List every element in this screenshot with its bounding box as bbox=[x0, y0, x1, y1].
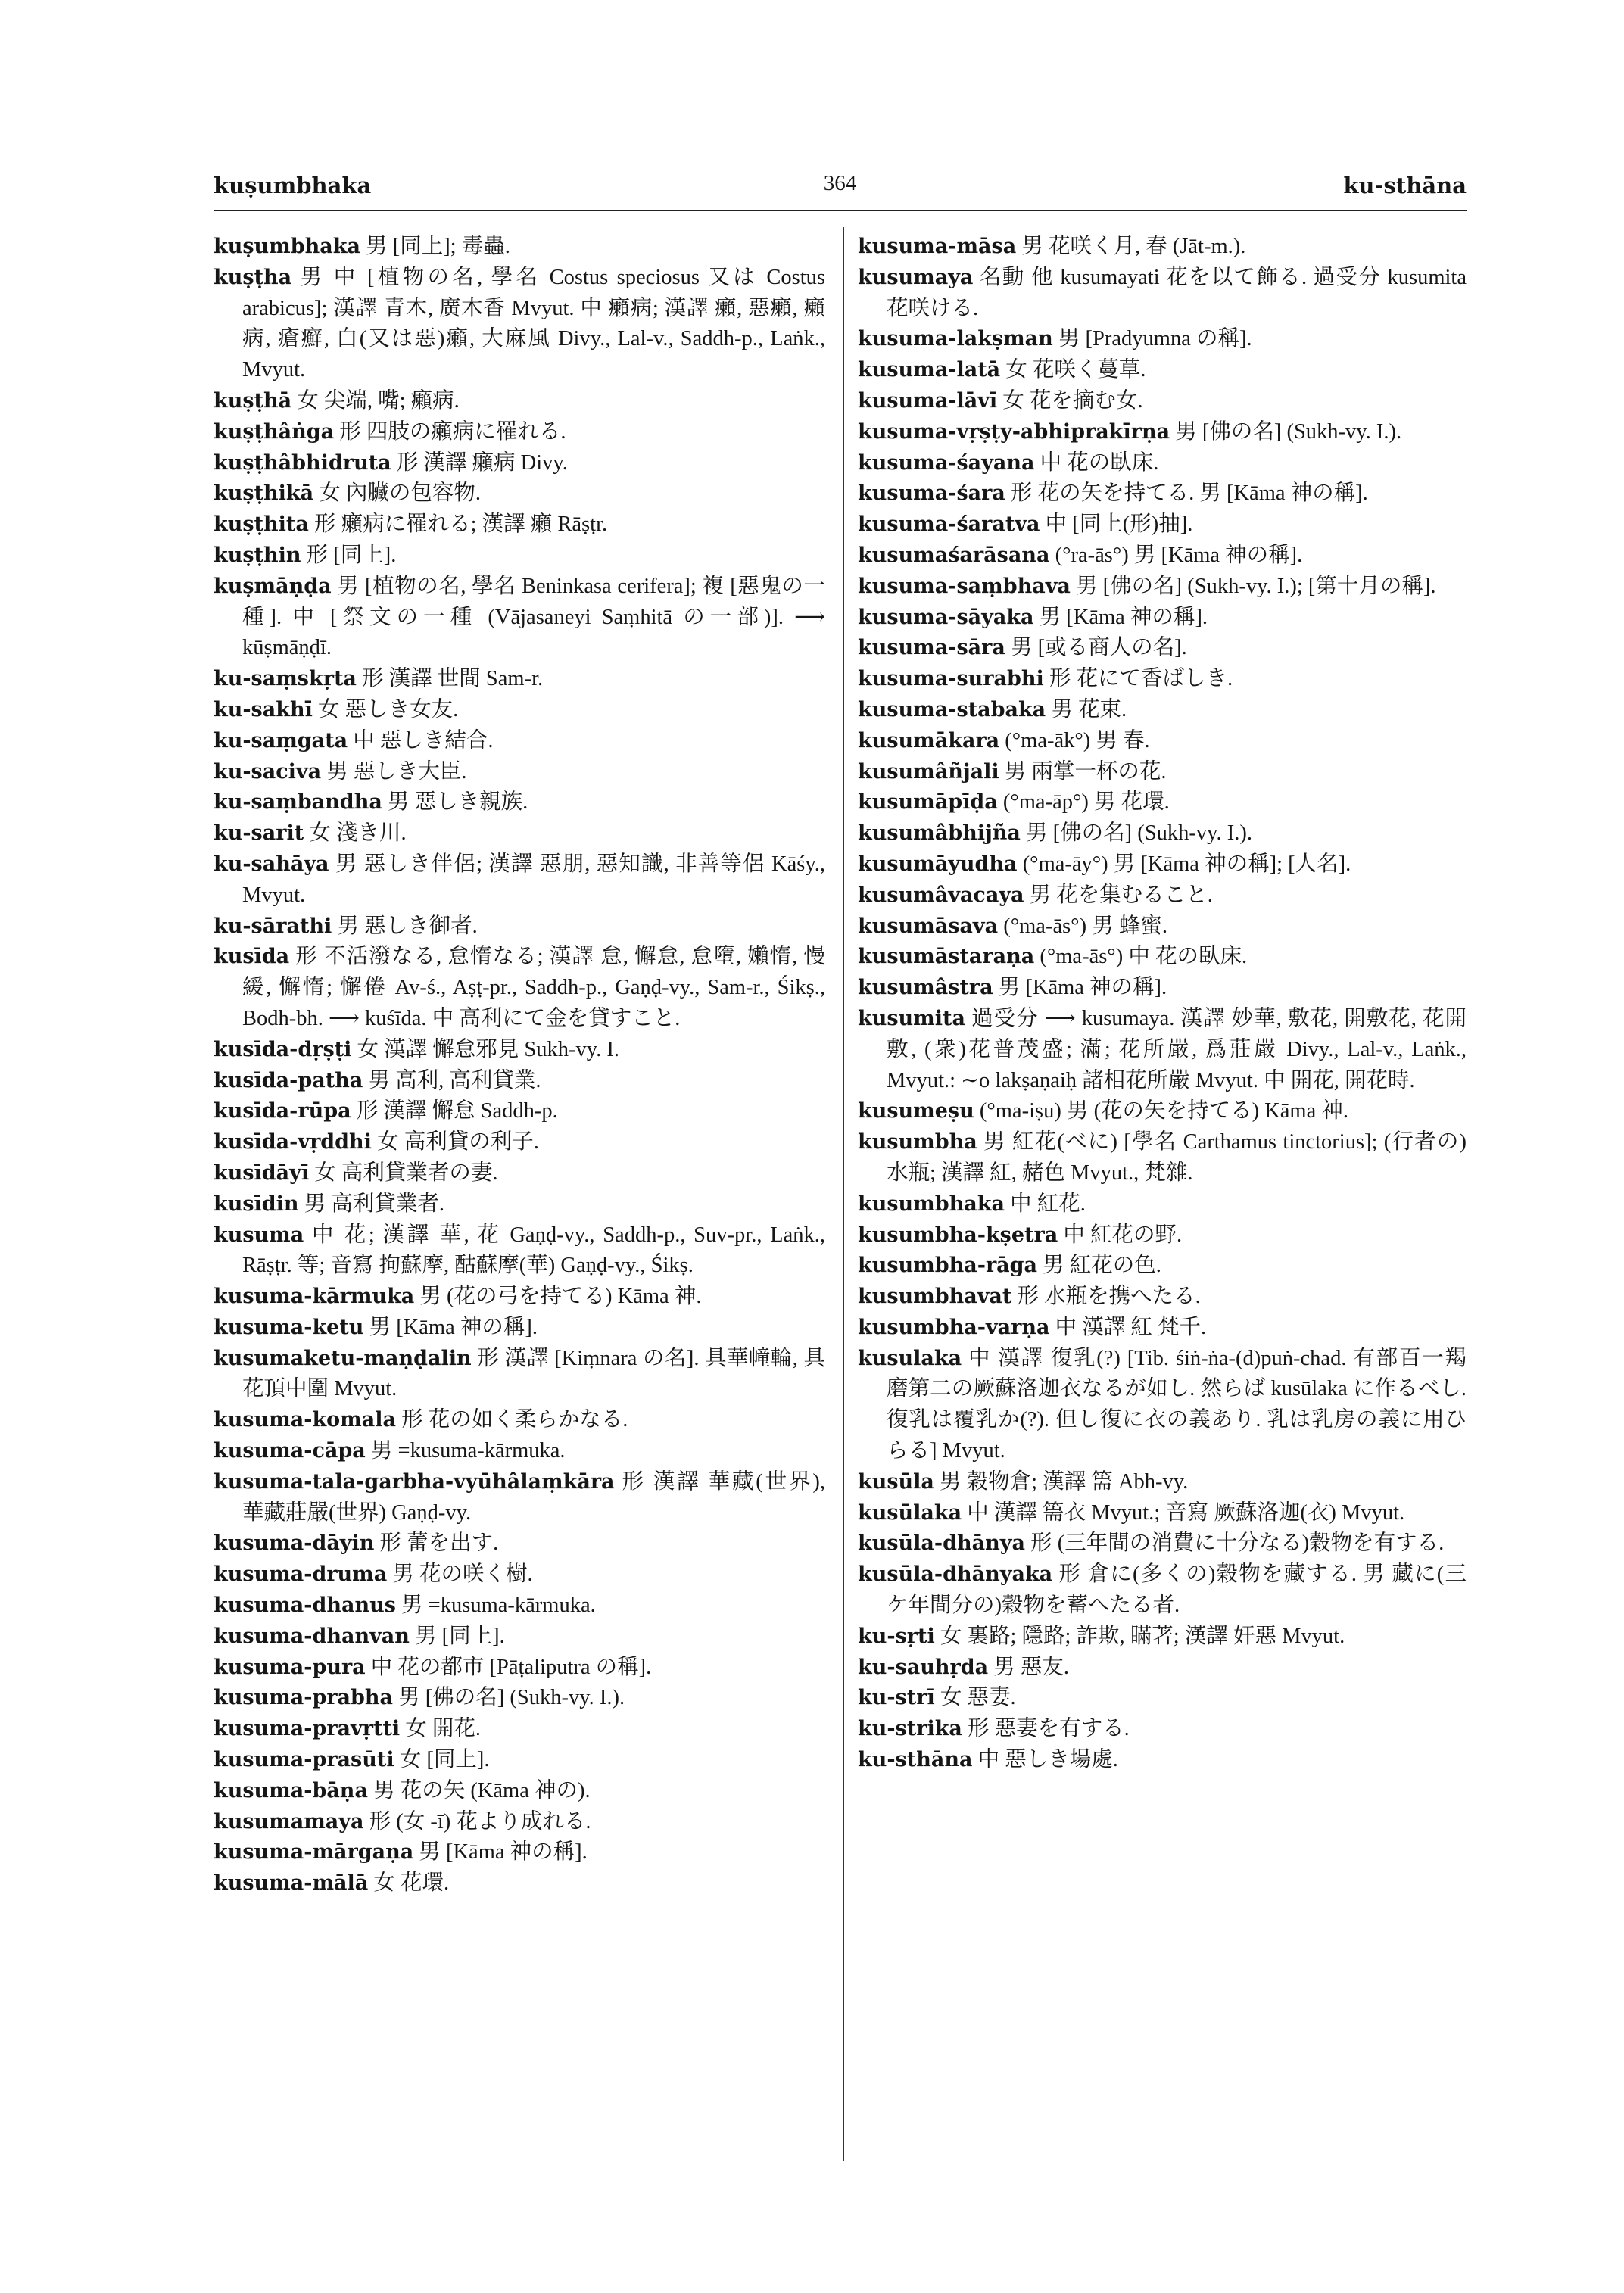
entry-definition: 男 [Kāma 神の稱]. bbox=[1033, 605, 1208, 629]
dictionary-entry bbox=[214, 1745, 825, 1776]
entry-definition: 女 開花. bbox=[400, 1717, 482, 1741]
entry-definition: 形 癩病に罹れる; 漢譯 癩 Rāṣṭr. bbox=[308, 512, 608, 537]
entry-definition: 女 裏路; 隱路; 詐欺, 瞞著; 漢譯 奸惡 Mvyut. bbox=[934, 1624, 1345, 1648]
entry-headword: kusumita bbox=[858, 1006, 965, 1030]
entry-definition: 形 水瓶を携へたる. bbox=[1011, 1285, 1201, 1309]
entry-definition: 男 (花の弓を持てる) Kāma 神. bbox=[414, 1285, 702, 1309]
dictionary-entry bbox=[214, 787, 825, 818]
dictionary-entry bbox=[214, 1189, 825, 1220]
entry-definition: 形 花にて香ばしき. bbox=[1043, 667, 1233, 691]
dictionary-entry bbox=[214, 509, 825, 541]
entry-headword: kuṣumbhaka bbox=[214, 235, 360, 258]
entry-headword: kusuma-dhanus bbox=[214, 1594, 396, 1618]
entry-headword: ku-saṃbandha bbox=[214, 790, 382, 815]
entry-definition: 形 倉に(多くの)穀物を藏する. 男 藏に(三ケ年間分の)穀物を蓄へたる者. bbox=[887, 1562, 1467, 1618]
entry-headword: kusumâstra bbox=[858, 976, 993, 1000]
dictionary-entry bbox=[858, 1127, 1467, 1189]
dictionary-entry bbox=[214, 1127, 825, 1158]
dictionary-entry bbox=[858, 1745, 1467, 1776]
entry-definition: 女 惡妻. bbox=[934, 1686, 1016, 1710]
entry-definition: 女 漢譯 懈怠邪見 Sukh-vy. I. bbox=[351, 1037, 620, 1061]
entry-headword: kusumâbhijña bbox=[858, 821, 1021, 846]
entry-definition: 男 紅花の色. bbox=[1037, 1254, 1161, 1278]
entry-headword: kusumbha-rāga bbox=[858, 1254, 1038, 1278]
entry-definition: 中 紅花の野. bbox=[1058, 1223, 1183, 1247]
entry-headword: kusumāpīḍa bbox=[858, 790, 998, 815]
entry-definition: 男 惡しき御者. bbox=[332, 914, 478, 938]
entry-headword: kuṣṭhin bbox=[214, 543, 301, 567]
entry-headword: kusuma-cāpa bbox=[214, 1439, 366, 1463]
entry-headword: kusuma-lakṣman bbox=[858, 327, 1053, 351]
entry-headword: kusīda bbox=[214, 945, 290, 969]
dictionary-entry bbox=[858, 664, 1467, 695]
entry-definition: 形 (女 -ī) 花より成れる. bbox=[363, 1809, 591, 1833]
entry-definition: 女 內臟の包容物. bbox=[313, 481, 481, 506]
dictionary-entry bbox=[214, 478, 825, 509]
entry-headword: kusīda-vṛddhi bbox=[214, 1130, 372, 1154]
entry-headword: kusuma-sāyaka bbox=[858, 605, 1034, 629]
entry-headword: kuṣṭha bbox=[214, 265, 292, 289]
dictionary-entry bbox=[858, 509, 1467, 541]
dictionary-entry bbox=[214, 1436, 825, 1467]
entry-definition: 過受分 ⟶ kusumaya. 漢譯 妙華, 敷花, 開敷花, 花開敷, (衆)花普茂盛; 滿; 花所嚴, 爲莊嚴 Divy., Lal-v., Laṅk., Mvyut.: ∼o lakṣaṇaiḥ 諸相花所嚴 Mvyut. 中 開花, 開花時. bbox=[887, 1006, 1467, 1092]
entry-headword: ku-sthāna bbox=[858, 1748, 973, 1772]
entry-definition: 形 蕾を出す. bbox=[374, 1531, 499, 1556]
dictionary-entry bbox=[858, 1313, 1467, 1344]
entry-definition: 形 不活潑なる, 怠惰なる; 漢譯 怠, 懈怠, 怠墮, 嬾惰, 慢緩, 懈惰; 懈倦 Av-ś., Aṣṭ-pr., Saddh-p., Gaṇḍ-vy., Sam-r., Śikṣ., Bodh-bh. ⟶ kuśīda. 中 高利にて金を貸すこと. bbox=[242, 945, 825, 1030]
entry-headword: kusuma-mālā bbox=[214, 1871, 369, 1896]
entry-definition: 形 惡妻を有する. bbox=[962, 1717, 1130, 1741]
entry-headword: ku-saciva bbox=[214, 759, 322, 784]
dictionary-entry bbox=[214, 232, 825, 263]
entry-headword: kusuma-sāra bbox=[858, 636, 1005, 660]
entry-definition: 中 漢譯 紅 梵千. bbox=[1049, 1315, 1207, 1339]
entry-definition: 男 [佛の名] (Sukh-vy. I.). bbox=[393, 1686, 625, 1710]
dictionary-entry bbox=[858, 695, 1467, 726]
entry-headword: kusumaketu-maṇḍalin bbox=[214, 1346, 472, 1370]
entry-definition: 男 惡友. bbox=[988, 1655, 1069, 1679]
dictionary-entry bbox=[214, 1776, 825, 1807]
entry-definition: 女 花を摘む女. bbox=[997, 388, 1143, 413]
entry-definition: 男 [Kāma 神の稱]. bbox=[363, 1315, 538, 1339]
dictionary-entry bbox=[214, 448, 825, 479]
entry-definition: 中 漢譯 復乳(?) [Tib. śiṅ-ṅa-(d)puṅ-chad. 有部百一羯磨第二の厥蘇洛迦衣なるが如し. 然らば kusūlaka に作るべし. 復乳は覆乳か(?). 但し復に衣の義あり. 乳は乳房の義に用ひらる] Mvyut. bbox=[887, 1346, 1467, 1463]
header-rule bbox=[214, 210, 1467, 211]
entry-headword: kusuma bbox=[214, 1223, 304, 1247]
entry-definition: 中 花の臥床. bbox=[1034, 450, 1159, 475]
entry-headword: kusuma-druma bbox=[214, 1562, 388, 1587]
entry-headword: kusumaya bbox=[858, 265, 974, 289]
entry-definition: 女 花環. bbox=[368, 1871, 450, 1896]
entry-definition: 男 高利, 高利貸業. bbox=[363, 1068, 541, 1092]
dictionary-entry bbox=[214, 1622, 825, 1653]
entry-headword: kusīda-rūpa bbox=[214, 1099, 351, 1123]
entry-headword: kusuma-kārmuka bbox=[214, 1285, 415, 1309]
entry-definition: 男 惡しき伴侶; 漢譯 惡朋, 惡知識, 非善等侶 Kāśy., Mvyut. bbox=[242, 852, 825, 907]
dictionary-entry bbox=[858, 1251, 1467, 1282]
entry-headword: kusumâvacaya bbox=[858, 883, 1024, 907]
dictionary-entry bbox=[214, 695, 825, 726]
entry-headword: kusuma-surabhi bbox=[858, 667, 1044, 691]
entry-definition: 名動 他 kusumayati 花を以て飾る. 過受分 kusumita 花咲ける. bbox=[887, 265, 1467, 320]
entry-headword: kusuma-stabaka bbox=[858, 697, 1046, 721]
dictionary-entry bbox=[214, 1344, 825, 1406]
dictionary-entry bbox=[858, 880, 1467, 911]
entry-definition: 男 [Kāma 神の稱]. bbox=[993, 976, 1167, 1000]
dictionary-entry bbox=[214, 1220, 825, 1282]
dictionary-entry bbox=[858, 1559, 1467, 1622]
entry-definition: 男 [同上]. bbox=[409, 1624, 505, 1648]
entry-headword: kusumaśarāsana bbox=[858, 543, 1050, 567]
entry-headword: ku-strī bbox=[858, 1686, 935, 1710]
entry-headword: kusuma-komala bbox=[214, 1408, 396, 1432]
entry-headword: kusumbha-varṇa bbox=[858, 1315, 1050, 1339]
entry-headword: kusuma-dhanvan bbox=[214, 1624, 410, 1648]
dictionary-entry bbox=[858, 1220, 1467, 1251]
entry-headword: kuṣmāṇḍa bbox=[214, 574, 332, 598]
entry-definition: 形 漢譯 世間 Sam-r. bbox=[356, 667, 544, 691]
entry-headword: kusīda-patha bbox=[214, 1068, 363, 1092]
dictionary-entry bbox=[858, 911, 1467, 942]
entry-headword: kusumbha-kṣetra bbox=[858, 1223, 1058, 1247]
dictionary-entry bbox=[858, 448, 1467, 479]
dictionary-entry bbox=[858, 417, 1467, 448]
page-header bbox=[214, 165, 1467, 204]
entry-headword: kusūlaka bbox=[858, 1500, 962, 1525]
entry-definition: 男 [同上]; 毒蟲. bbox=[360, 235, 510, 258]
entry-headword: kusumākara bbox=[858, 728, 1000, 752]
dictionary-entry bbox=[858, 1683, 1467, 1714]
entry-definition: 中 漢譯 篅衣 Mvyut.; 音寫 厥蘇洛迦(衣) Mvyut. bbox=[962, 1500, 1405, 1525]
dictionary-entry bbox=[214, 1467, 825, 1529]
entry-definition: 女 [同上]. bbox=[394, 1748, 490, 1772]
dictionary-entry bbox=[214, 757, 825, 788]
entry-headword: kuṣṭhikā bbox=[214, 481, 314, 506]
dictionary-entry bbox=[214, 1653, 825, 1684]
dictionary-entry bbox=[858, 263, 1467, 325]
entry-definition: 男 花の矢 (Kāma 神の). bbox=[367, 1778, 591, 1802]
entry-definition: 男 惡しき大臣. bbox=[321, 759, 467, 784]
entry-headword: kusuma-pravṛtti bbox=[214, 1717, 401, 1741]
dictionary-entry bbox=[214, 386, 825, 417]
right-column bbox=[858, 232, 1467, 1776]
dictionary-entry bbox=[858, 1344, 1467, 1467]
entry-headword: kusumāyudha bbox=[858, 852, 1018, 876]
entry-headword: kusuma-prasūti bbox=[214, 1748, 394, 1772]
running-head-right: ku-sthāna bbox=[1343, 173, 1467, 198]
entry-definition: 形 四肢の癩病に罹れる. bbox=[334, 419, 566, 444]
entry-headword: kusuma-lāvī bbox=[858, 388, 998, 413]
entry-headword: kusīdāyī bbox=[214, 1161, 310, 1185]
dictionary-entry bbox=[858, 1498, 1467, 1529]
entry-definition: 中 花; 漢譯 華, 花 Gaṇḍ-vy., Saddh-p., Suv-pr., Laṅk., Rāṣṭr. 等; 音寫 拘蘇摩, 酤蘇摩(華) Gaṇḍ-vy., Śikṣ. bbox=[242, 1223, 825, 1278]
entry-headword: kusuma-latā bbox=[858, 358, 1001, 382]
dictionary-entry bbox=[858, 478, 1467, 509]
dictionary-entry bbox=[858, 849, 1467, 880]
dictionary-entry bbox=[214, 818, 825, 849]
entry-headword: ku-sṛti bbox=[858, 1624, 935, 1648]
page-number: 364 bbox=[823, 171, 857, 195]
entry-definition: (°ma-ās°) 中 花の臥床. bbox=[1034, 945, 1248, 969]
dictionary-entry bbox=[858, 603, 1467, 634]
entry-headword: kuṣṭhita bbox=[214, 512, 309, 537]
entry-definition: (°ma-ās°) 男 蜂蜜. bbox=[998, 914, 1167, 938]
dictionary-entry bbox=[214, 1807, 825, 1838]
entry-definition: 男 中 [植物の名, 學名 Costus speciosus 又は Costus arabicus]; 漢譯 青木, 廣木香 Mvyut. 中 癩病; 漢譯 癩, 惡癩, 癩病, 瘡癬, 白(又は惡)癩, 大麻風 Divy., Lal-v., Saddh-p., Laṅk., Mvyut. bbox=[242, 265, 825, 382]
left-column bbox=[214, 232, 825, 1899]
dictionary-entry bbox=[214, 1405, 825, 1436]
dictionary-entry bbox=[858, 1622, 1467, 1653]
column-divider bbox=[843, 227, 844, 2161]
entry-headword: kusuma-śara bbox=[858, 481, 1005, 506]
entry-definition: 男 紅花(べに) [學名 Carthamus tinctorius]; (行者の)水瓶; 漢譯 紅, 赭色 Mvyut., 梵雜. bbox=[887, 1130, 1467, 1185]
entry-headword: kusuma-tala-garbha-vyūhâlaṃkāra bbox=[214, 1469, 615, 1494]
entry-definition: 男 花束. bbox=[1046, 697, 1127, 721]
entry-definition: 中 花の都市 [Pāṭaliputra の稱]. bbox=[365, 1655, 652, 1679]
dictionary-entry bbox=[214, 726, 825, 757]
dictionary-entry bbox=[858, 355, 1467, 386]
dictionary-entry bbox=[214, 417, 825, 448]
dictionary-entry bbox=[858, 973, 1467, 1004]
dictionary-entry bbox=[858, 818, 1467, 849]
dictionary-entry bbox=[214, 263, 825, 386]
entry-definition: 男 [佛の名] (Sukh-vy. I.). bbox=[1020, 821, 1252, 846]
dictionary-entry bbox=[858, 324, 1467, 355]
entry-headword: ku-sarit bbox=[214, 821, 304, 846]
entry-headword: kusuma-māsa bbox=[858, 235, 1017, 258]
dictionary-entry bbox=[214, 1066, 825, 1097]
dictionary-entry bbox=[858, 726, 1467, 757]
dictionary-entry bbox=[858, 787, 1467, 818]
entry-headword: kusuma-prabha bbox=[214, 1686, 394, 1710]
entry-definition: 形 花の矢を持てる. 男 [Kāma 神の稱]. bbox=[1005, 481, 1368, 506]
entry-headword: ku-sahāya bbox=[214, 852, 329, 876]
dictionary-entry bbox=[858, 1467, 1467, 1498]
entry-headword: kusuma-pura bbox=[214, 1655, 366, 1679]
dictionary-entry bbox=[214, 911, 825, 942]
dictionary-entry bbox=[214, 849, 825, 911]
entry-definition: 男 =kusuma-kārmuka. bbox=[365, 1439, 566, 1463]
dictionary-entry bbox=[214, 1837, 825, 1868]
dictionary-entry bbox=[214, 1158, 825, 1189]
entry-headword: kusumbha bbox=[858, 1130, 977, 1154]
entry-definition: 形 [同上]. bbox=[301, 543, 397, 567]
entry-definition: (°ma-iṣu) 男 (花の矢を持てる) Kāma 神. bbox=[974, 1099, 1348, 1123]
entry-definition: 女 尖端, 嘴; 癩病. bbox=[291, 388, 460, 413]
dictionary-entry bbox=[858, 942, 1467, 973]
entry-definition: 中 惡しき結合. bbox=[348, 728, 494, 752]
entry-definition: 男 [Kāma 神の稱]. bbox=[413, 1840, 588, 1865]
entry-definition: 形 漢譯 華藏(世界), 華藏莊嚴(世界) Gaṇḍ-vy. bbox=[242, 1469, 825, 1525]
entry-headword: kuṣṭhâṅga bbox=[214, 419, 335, 444]
entry-definition: (°ma-āk°) 男 春. bbox=[999, 728, 1150, 752]
dictionary-entry bbox=[214, 1590, 825, 1622]
dictionary-entry bbox=[858, 1653, 1467, 1684]
running-head-left: kuṣumbhaka bbox=[214, 173, 372, 198]
entry-definition: (°ma-āp°) 男 花環. bbox=[997, 790, 1170, 815]
entry-definition: 男 高利貸業者. bbox=[298, 1192, 444, 1216]
entry-headword: kusuma-śaratva bbox=[858, 512, 1040, 537]
entry-headword: ku-saṃgata bbox=[214, 728, 348, 752]
entry-headword: kuṣṭhā bbox=[214, 388, 292, 413]
dictionary-entry bbox=[858, 1714, 1467, 1745]
entry-headword: ku-saṃskṛta bbox=[214, 667, 357, 691]
entry-definition: (°ra-ās°) 男 [Kāma 神の稱]. bbox=[1049, 543, 1303, 567]
dictionary-entry bbox=[858, 1189, 1467, 1220]
dictionary-entry bbox=[214, 1868, 825, 1899]
dictionary-entry bbox=[858, 232, 1467, 263]
entry-definition: 形 漢譯 癩病 Divy. bbox=[391, 450, 568, 475]
entry-headword: kusumâñjali bbox=[858, 759, 999, 784]
entry-headword: ku-sauhṛda bbox=[858, 1655, 989, 1679]
dictionary-entry bbox=[858, 633, 1467, 664]
entry-definition: 男 [佛の名] (Sukh-vy. I.). bbox=[1170, 419, 1402, 444]
entry-definition: 形 漢譯 [Kiṃnara の名]. 具華幢輪, 具花頂中圍 Mvyut. bbox=[242, 1346, 825, 1401]
entry-definition: 男 花咲く月, 春 (Jāt-m.). bbox=[1016, 235, 1246, 258]
dictionary-entry bbox=[214, 1683, 825, 1714]
entry-headword: kusumāsava bbox=[858, 914, 999, 938]
entry-definition: 男 惡しき親族. bbox=[382, 790, 528, 815]
entry-headword: kusīda-dṛṣṭi bbox=[214, 1037, 352, 1061]
entry-definition: 形 (三年間の消費に十分なる)穀物を有する. bbox=[1024, 1531, 1445, 1556]
dictionary-entry bbox=[858, 1004, 1467, 1096]
dictionary-entry bbox=[858, 386, 1467, 417]
dictionary-entry bbox=[858, 757, 1467, 788]
dictionary-entry bbox=[214, 1714, 825, 1745]
entry-definition: 男 花の咲く樹. bbox=[387, 1562, 533, 1587]
entry-headword: kusuma-bāṇa bbox=[214, 1778, 368, 1802]
dictionary-entry bbox=[214, 1035, 825, 1066]
dictionary-entry bbox=[214, 942, 825, 1034]
dictionary-entry bbox=[214, 1096, 825, 1127]
entry-headword: kusūla-dhānyaka bbox=[858, 1562, 1053, 1587]
dictionary-entry bbox=[858, 1528, 1467, 1559]
entry-headword: kusuma-ketu bbox=[214, 1315, 364, 1339]
dictionary-entry bbox=[214, 1282, 825, 1313]
dictionary-entry bbox=[214, 572, 825, 664]
entry-definition: 中 惡しき場處. bbox=[972, 1748, 1118, 1772]
entry-headword: ku-sārathi bbox=[214, 914, 332, 938]
entry-definition: 女 花咲く蔓草. bbox=[1000, 358, 1146, 382]
entry-headword: kusumeṣu bbox=[858, 1099, 974, 1123]
entry-definition: 男 花を集むること. bbox=[1024, 883, 1213, 907]
entry-headword: kusuma-dāyin bbox=[214, 1531, 375, 1556]
entry-headword: ku-strika bbox=[858, 1717, 962, 1741]
dictionary-entry bbox=[214, 1528, 825, 1559]
entry-definition: 中 [同上(形)抽]. bbox=[1040, 512, 1193, 537]
entry-definition: 男 [或る商人の名]. bbox=[1005, 636, 1187, 660]
entry-definition: 形 漢譯 懈怠 Saddh-p. bbox=[351, 1099, 558, 1123]
dictionary-entry bbox=[214, 1313, 825, 1344]
entry-definition: 男 [Pradyumna の稱]. bbox=[1052, 327, 1252, 351]
entry-definition: 男 =kusuma-kārmuka. bbox=[395, 1594, 596, 1618]
entry-headword: kusuma-mārgaṇa bbox=[214, 1840, 414, 1865]
entry-headword: kusuma-vṛṣṭy-abhiprakīrṇa bbox=[858, 419, 1170, 444]
dictionary-entry bbox=[214, 664, 825, 695]
entry-headword: kusūla-dhānya bbox=[858, 1531, 1025, 1556]
entry-definition: 女 高利貸の利子. bbox=[371, 1130, 539, 1154]
dictionary-entry bbox=[858, 1282, 1467, 1313]
dictionary-entry bbox=[858, 572, 1467, 603]
entry-headword: kusumbhavat bbox=[858, 1285, 1012, 1309]
entry-definition: (°ma-āy°) 男 [Kāma 神の稱]; [人名]. bbox=[1017, 852, 1351, 876]
entry-headword: kusuma-śayana bbox=[858, 450, 1035, 475]
entry-headword: ku-sakhī bbox=[214, 697, 313, 721]
dictionary-entry bbox=[214, 541, 825, 572]
entry-headword: kusuma-saṃbhava bbox=[858, 574, 1071, 598]
dictionary-entry bbox=[858, 541, 1467, 572]
entry-headword: kusumbhaka bbox=[858, 1192, 1005, 1216]
entry-headword: kusumamaya bbox=[214, 1809, 364, 1833]
entry-headword: kusīdin bbox=[214, 1192, 299, 1216]
entry-definition: 男 [佛の名] (Sukh-vy. I.); [第十月の稱]. bbox=[1070, 574, 1436, 598]
entry-definition: 男 穀物倉; 漢譯 篅 Abh-vy. bbox=[934, 1469, 1189, 1494]
dictionary-entry bbox=[858, 1096, 1467, 1127]
entry-definition: 形 花の如く柔らかなる. bbox=[395, 1408, 628, 1432]
entry-headword: kuṣṭhâbhidruta bbox=[214, 450, 391, 475]
entry-headword: kusumāstaraṇa bbox=[858, 945, 1035, 969]
entry-definition: 女 高利貸業者の妻. bbox=[309, 1161, 498, 1185]
entry-definition: 女 惡しき女友. bbox=[312, 697, 459, 721]
entry-headword: kusūla bbox=[858, 1469, 934, 1494]
entry-definition: 中 紅花. bbox=[1004, 1192, 1086, 1216]
entry-definition: 男 [植物の名, 學名 Beninkasa cerifera]; 複 [惡鬼の一種]. 中 [祭文の一種 (Vājasaneyi Saṃhitā の一部)]. ⟶ kūṣmāṇḍī. bbox=[242, 574, 825, 660]
entry-definition: 男 兩掌一杯の花. bbox=[999, 759, 1167, 784]
entry-definition: 女 淺き川. bbox=[304, 821, 407, 846]
entry-headword: kusulaka bbox=[858, 1346, 962, 1370]
dictionary-entry bbox=[214, 1559, 825, 1590]
